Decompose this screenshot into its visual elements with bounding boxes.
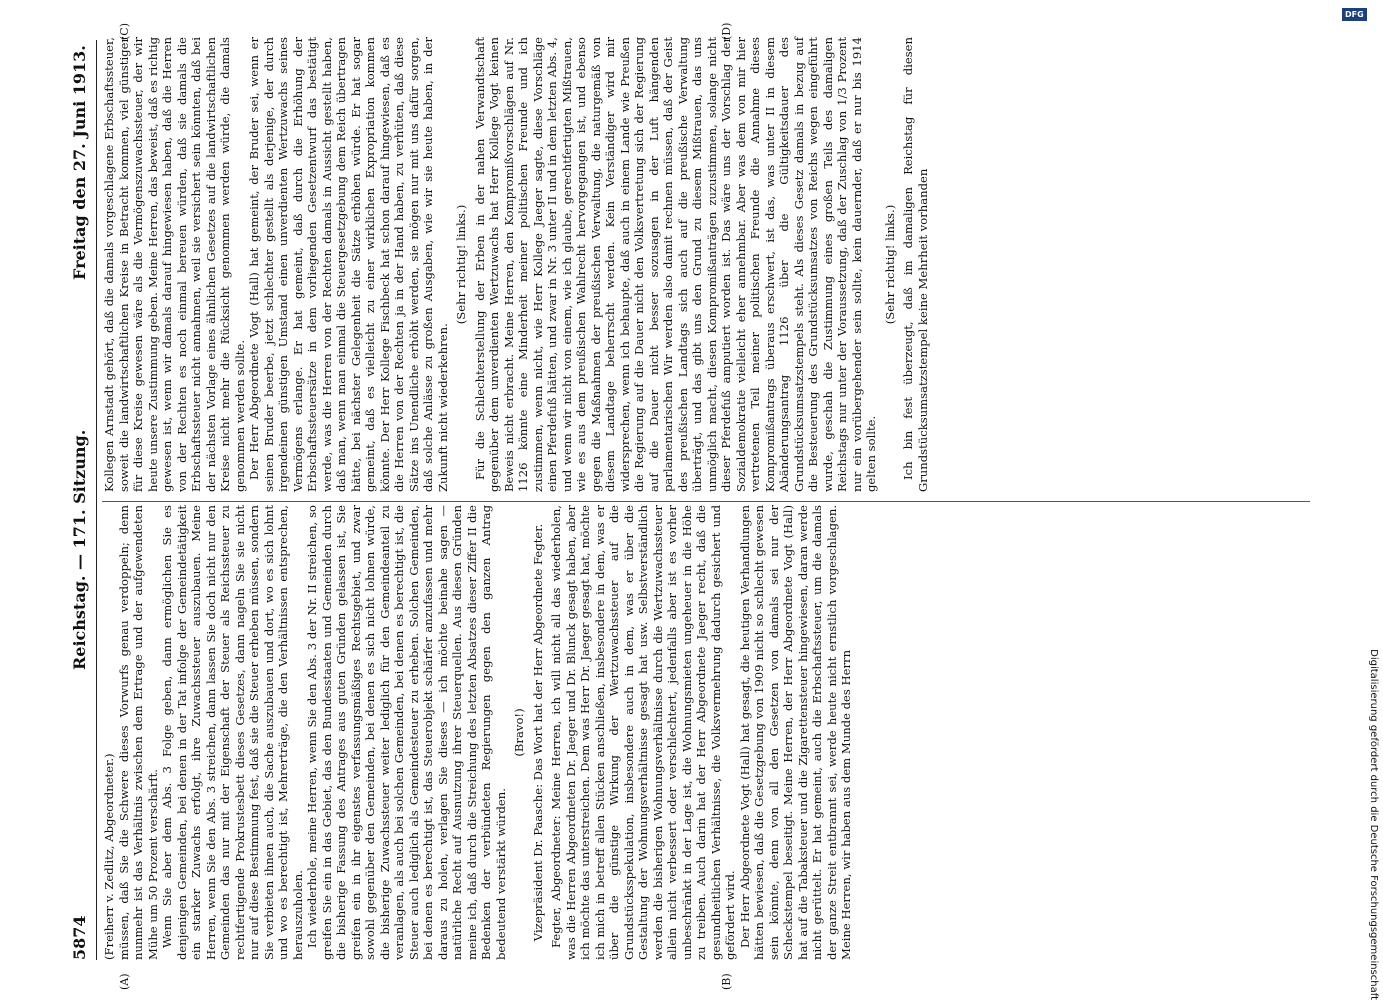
paragraph: Fegter, Abgeordneter: Meine Herren, ich will nicht all das wiederholen, was die Herren Abgeordneten Dr. Jaeger und Dr. Blunck gesagt haben, aber ich möchte das unterstreichen. Dem was Herr Dr. Jaeger gesagt hat, möchte ich mich in betreff allen Stücken anschließen, insbesondere in dem, was er über die günstige Wirkung der Wertzuwachssteuer auf die Grundstücksspekulation, insbesondere auch in dem, was er über die Gestaltung der Wohnungsverhältnisse gesagt hat usw. Selbstverständlich werden die bisherigen Wohnungsverhältnisse durch die Wertzuwachssteuer allein nicht verbessert oder verschlechtert, jedenfalls aber ist es vorher unbeschränkt in der Lage ist, die Wohnungsmieten ungeheuer in die Höhe zu treiben. Auch darin hat der Herr Abgeordnete Jaeger recht, daß die gesundheitlichen Verhältnisse, die Volksvermehrung dadurch gesichert und gefördert wird.: [549, 505, 737, 960]
margin-marker-d: (D): [720, 22, 733, 40]
applause-note: (Bravo!): [512, 708, 526, 757]
session-title: Reichstag. — 171. Sitzung.: [70, 429, 89, 670]
paragraph: müssen, daß Sie die Schwere dieses Vorwurfs genau verdoppeln; denn nunmehr ist das Verhältnis zwischen dem Ertrage und der aufgewendeten Mühe um 50 Prozent verschärft.: [116, 505, 160, 960]
paragraph: Ich bin fest überzeugt, daß im damaligen Reichstag für diesen Grundstücksumsatzstempel keine Mehrheit vorhanden: [901, 37, 930, 492]
left-column: [102, 505, 854, 960]
margin-marker-a: (A): [118, 973, 131, 990]
digitization-credit: [1340, 0, 1380, 1000]
column-divider: [102, 501, 1310, 502]
date-heading: Freitag den 27. Juni 1913.: [70, 45, 89, 280]
paragraph: Kollegen Arnstadt gehört, daß die damals vorgeschlagene Erbschaftssteuer, soweit die landwirtschaftlichen Kreise in Betracht kommen, viel günstiger für diese Kreise gewesen wäre als die Vermögenszuwachssteuer, der wir heute unsere Zustimmung geben. Meine Herren, das beweist, daß es richtig gewesen ist, wenn wir damals darauf hingewiesen haben, daß die Herren von der Rechten es noch einmal bereuen würden, daß sie damals die Erbschaftssteuer nicht annahmen, weil sie versichert sein könnten, daß bei der nächsten Vorlage eines ähnlichen Gesetzes auf die landwirtschaftlichen Kreise nicht mehr die Rücksicht genommen werden würde, die damals genommen werden sollte.: [102, 37, 247, 492]
paragraph: Für die Schlechterstellung der Erben in der nahen Verwandtschaft gegenüber dem unverdienten Wertzuwachs hat Herr Kollege Vogt keinen Beweis nicht erbracht. Meine Herren, den Kompromißvorschlägen auf Nr. 1126 könnte eine Minderheit meiner politischen Freunde und ich zustimmen, wenn nicht, wie Herr Kollege Jaeger sagte, diese Vorschläge einen Pferdefuß hätten, und zwar in Nr. 3 unter II und in dem letzten Abs. 4, und wenn wir nicht von einem, wie ich glaube, gerechtfertigten Mißtrauen, wie es aus dem preußischen Wahlrecht hervorgegangen ist, und ebenso gegen die Maßnahmen der preußischen Verwaltung, die naturgemäß von diesem Landtage beherrscht werden. Kein Verständiger wird mir widersprechen, wenn ich behaupte, daß auch in einem Lande wie Preußen die Regierung auf die Dauer nicht den Volksvertretung sich der Regierung auf die Dauer nicht besser sozusagen in der Luft hängenden parlamentarischen Wir werden also damit rechnen müssen, daß der Geist des preußischen Landtags sich auch auf die preußische Verwaltung überträgt, und das gibt uns den Grund zu diesem Mißtrauen, das uns unmöglich macht, diesen Kompromißanträgen zuzustimmen, solange nicht dieser Pferdefuß amputiert worden ist. Das wäre uns der Vorschlag der Sozialdemokratie vielleicht eher annehmbar. Aber was dem von mir hier vertretenen Teil meiner politischen Freunde die Annahme dieses Kompromißantrags überaus erschwert, ist das, was unter II in diesem Abänderungsantrag 1126 über die Gültigkeitsdauer des Grundstücksumsatzstempels steht. Als dieses Gesetz damals in bezug auf die Besteuerung des Grundstücksumsatzes von Reichs wegen eingeführt wurde, geschah die Zustimmung eines großen Teils des damaligen Reichstags nur unter der Voraussetzung, daß der Zuschlag von 1/3 Prozent nur ein vorübergehender sein sollte, kein dauernder, daß er nur bis 1914 gelten sollte.: [472, 37, 878, 492]
speaker-tag: (Freiherr v. Zedlitz, Abgeordneter.): [102, 753, 116, 960]
paragraph: Wenn Sie aber dem Abs. 3 Folge geben, dann ermöglichen Sie es denjenigen Gemeinden, bei denen in der Tat infolge der Gemeindetätigkeit ein starker Zuwachs erfolgt, ihre Zuwachssteuer auszubauen. Meine Herren, wenn Sie den Abs. 3 streichen, dann lassen Sie doch nicht nur den Gemeinden das nur mit der Eigenschaft der Steuer als Reichssteuer zu rechtfertigende Prokrustesbett dieses Gesetzes, dann nageln Sie sie nicht nur auf diese Bestimmung fest, daß sie die Steuer erheben müssen, sondern Sie verbieten ihnen auch, die Sache auszubauen und dort, wo es sich lohnt und wo es berechtigt ist, Mehrerträge, die den Verhältnissen entsprechen, herauszuholen.: [160, 505, 305, 960]
paragraph: Der Herr Abgeordnete Vogt (Hall) hat gesagt, die heutigen Verhandlungen hätten bewiesen, daß die Gesetzgebung von 1909 nicht so schlecht gewesen sein könnte, denn von all den Gesetzen von damals sei nur der Scheckstempel beseitigt. Meine Herren, der Herr Abgeordnete Vogt (Hall) hat auf die Tabaksteuer und die Zigarettensteuer hingewiesen, daran werde nicht gerüttelt. Er hat gemeint, auch die Erbschaftssteuer, um die damals der ganze Streit entbrannt sei, werde heute nicht ernstlich vorgeschlagen. Meine Herren, wir haben aus dem Munde des Herrn: [737, 505, 853, 960]
credit-text: Digitalisierung gefördert durch die Deutsche Forschungsgemeinschaft: [1368, 649, 1379, 1000]
dfg-logo: DFG: [1342, 8, 1367, 21]
interjection: (Sehr richtig! links.): [882, 204, 897, 325]
interjection: (Sehr richtig! links.): [454, 204, 468, 325]
right-column: [102, 37, 930, 492]
president-line: Vizepräsident Dr. Paasche: Das Wort hat der Herr Abgeordnete Fegter.: [530, 523, 545, 942]
page-number: 5874: [70, 915, 89, 960]
margin-marker-b: (B): [720, 973, 733, 990]
paragraph: Der Herr Abgeordnete Vogt (Hall) hat gemeint, der Bruder sei, wenn er seinen Bruder beerbe, jetzt schlechter gestellt als derjenige, der durch irgendeinen günstigen Umstand einen unverdienten Wertzuwachs seines Vermögens erlange. Er hat gemeint, daß durch die Erhöhung der Erbschaftssteuersätze in dem vorliegenden Gesetzentwurf das bestätigt werde, was die Herren von der Rechten damals in Aussicht gestellt haben, daß man, wenn man einmal die Steuergesetzgebung dem Reich übertragen hätte, bei nächster Gelegenheit die Sätze erhöhen würde. Er hat sogar gemeint, daß es vielleicht zu einer wirklichen Expropriation kommen könnte. Der Herr Kollege Fischbeck hat schon darauf hingewiesen, daß es die Herren von der Rechten ja in der Hand haben, zu verhüten, daß diese Sätze ins Unendliche erhöht werden, sie mögen nur mit uns dafür sorgen, daß solche Anlässe zu großen Ausgaben, wie wir sie heute haben, in der Zukunft nicht wiederkehren.: [247, 37, 450, 492]
header-rule: [96, 40, 97, 960]
digitization-footer: [1340, 0, 1380, 1000]
paragraph: Ich wiederhole, meine Herren, wenn Sie den Abs. 3 der Nr. II streichen, so greifen Sie ein in das Gebiet, das den Bundesstaaten und Gemeinden durch die bisherige Fassung des Antrages aus guten Gründen gelassen ist, Sie greifen ein in ihr eigenstes verfassungsmäßiges Rechtsgebiet, und zwar sowohl gegenüber den Gemeinden, bei denen es sich nicht lohnen würde, die bisherige Zuwachssteuer weiter lediglich für den Gemeindeanteil zu veranlagen, als auch bei solchen Gemeinden, bei denen es berechtigt ist, die Steuer auch lediglich als Gemeindesteuer zu erheben. Solchen Gemeinden, bei denen es berechtigt ist, das Steuerobjekt schärfer anzufassen und mehr daraus zu holen, verlagen Sie dieses — ich möchte beinahe sagen — natürliche Recht auf Ausnutzung ihrer Steuerquellen. Aus diesen Gründen meine ich, daß durch die Streichung des letzten Absatzes dieser Ziffer II die Bedenken der verbündeten Regierungen gegen den ganzen Antrag bedeutend verstärkt würden.: [305, 505, 508, 960]
margin-marker-c: (C): [118, 23, 131, 40]
